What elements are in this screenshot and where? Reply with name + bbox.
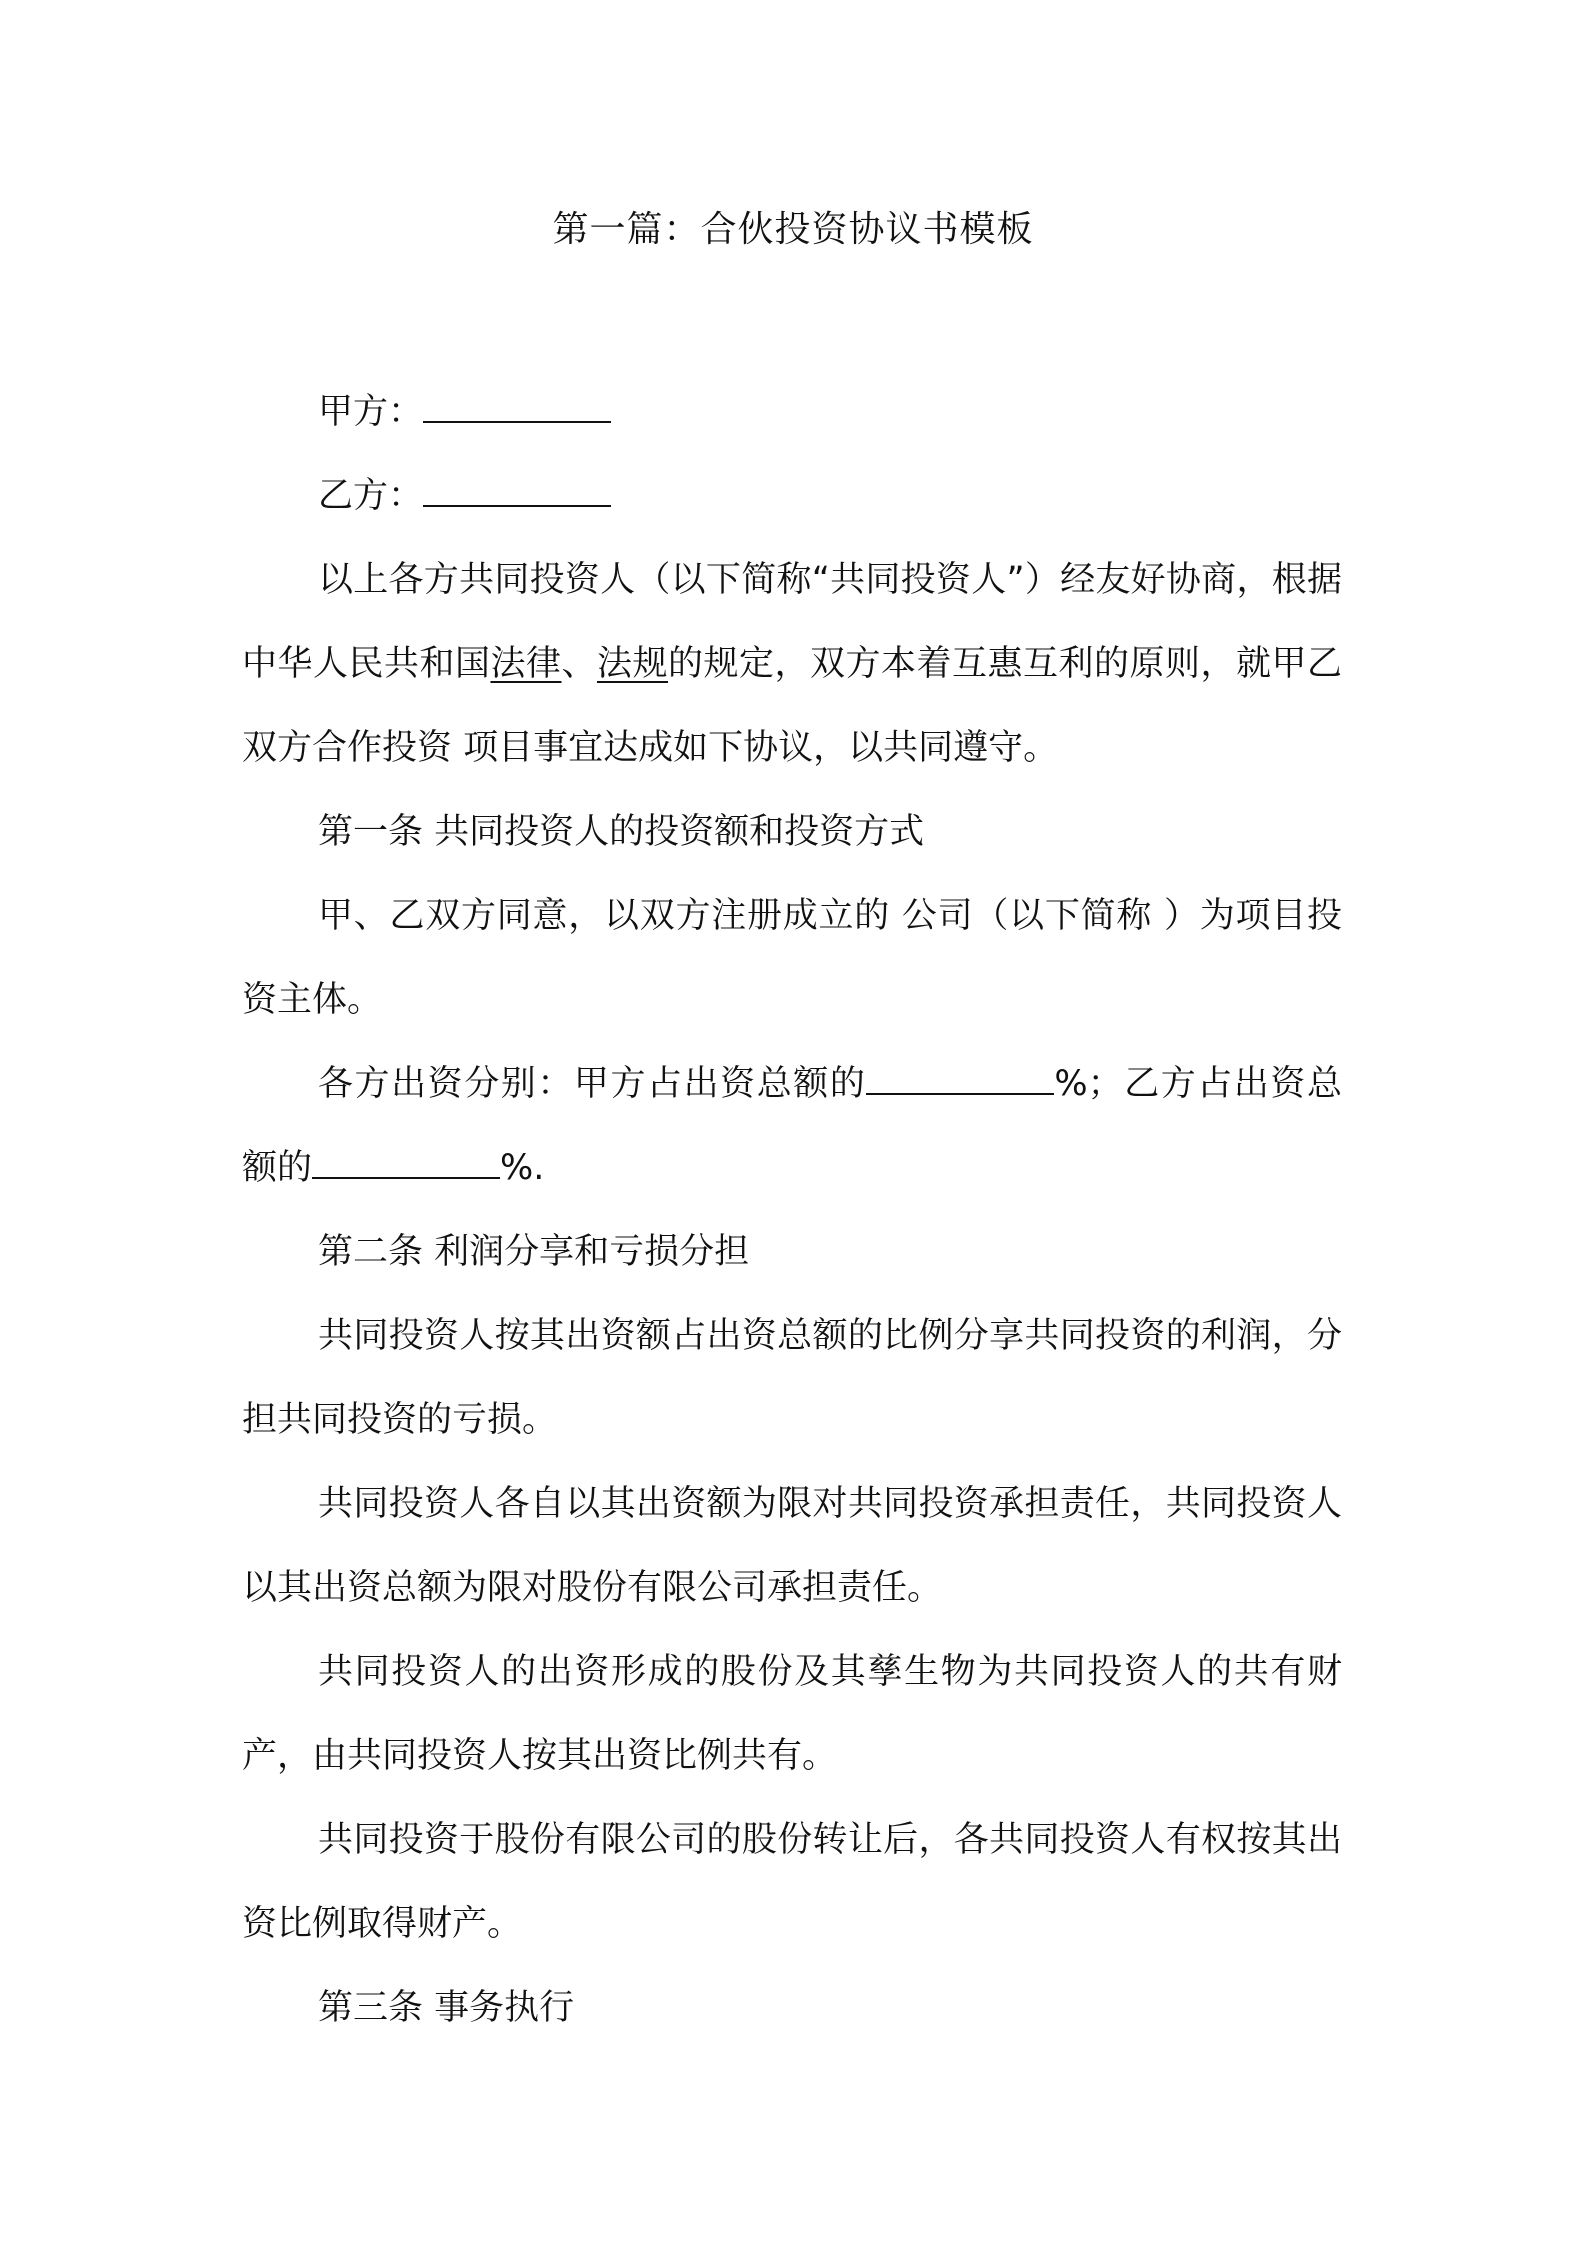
contribution-text-b: %；乙方占出资总额的 bbox=[242, 1064, 1342, 1188]
party-b-line bbox=[242, 454, 1342, 538]
intro-law-link: 法律 bbox=[490, 644, 562, 684]
article-1-paragraph-1: 甲、乙双方同意，以双方注册成立的 公司（以下简称 ）为项目投资主体。 bbox=[242, 896, 1342, 1020]
article-1-paragraph-2 bbox=[242, 1042, 1342, 1210]
intro-text-1: 以上各方共同投资人（以下简称“共同投资人”）经友好协商，根据中华人民共和国 bbox=[242, 560, 1342, 684]
party-b-label: 乙方： bbox=[318, 476, 424, 516]
party-b-share-blank bbox=[312, 1145, 500, 1179]
article-2-paragraph-4: 共同投资于股份有限公司的股份转让后，各共同投资人有权按其出资比例取得财产。 bbox=[242, 1820, 1342, 1944]
intro-separator: 、 bbox=[561, 644, 597, 684]
article-2-heading: 第二条 利润分享和亏损分担 bbox=[318, 1232, 750, 1272]
party-a-share-blank bbox=[866, 1061, 1054, 1095]
party-a-line bbox=[242, 370, 1342, 454]
contribution-text-a: 各方出资分别：甲方占出资总额的 bbox=[318, 1064, 867, 1104]
intro-regulation-link: 法规 bbox=[596, 644, 668, 684]
article-2-paragraph-3: 共同投资人的出资形成的股份及其孳生物为共同投资人的共有财产，由共同投资人按其出资比例共有。 bbox=[242, 1652, 1342, 1776]
intro-text-2: 的规定，双方本着互惠互利的原则，就甲乙双方合作投资 项目事宜达成如下协议，以共同遵守。 bbox=[242, 644, 1342, 768]
contribution-text-c: %. bbox=[500, 1148, 545, 1188]
party-b-blank bbox=[423, 473, 611, 507]
article-2-paragraph-1: 共同投资人按其出资额占出资总额的比例分享共同投资的利润，分担共同投资的亏损。 bbox=[242, 1316, 1342, 1440]
document-title: 第一篇：合伙投资协议书模板 bbox=[552, 209, 1034, 250]
intro-paragraph bbox=[242, 538, 1342, 790]
party-a-blank bbox=[423, 389, 611, 423]
document-body bbox=[242, 370, 1342, 2050]
article-3-heading: 第三条 事务执行 bbox=[318, 1988, 575, 2028]
party-a-label: 甲方： bbox=[318, 392, 424, 432]
article-2-paragraph-2: 共同投资人各自以其出资额为限对共同投资承担责任，共同投资人以其出资总额为限对股份有限公司承担责任。 bbox=[242, 1484, 1342, 1608]
article-1-heading: 第一条 共同投资人的投资额和投资方式 bbox=[318, 812, 925, 852]
